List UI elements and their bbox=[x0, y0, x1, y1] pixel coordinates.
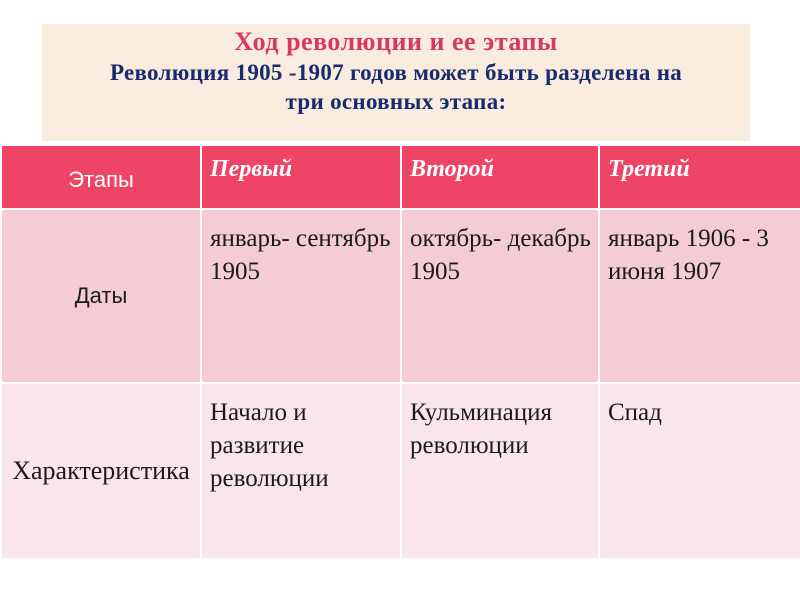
revolution-stages-table bbox=[0, 144, 800, 560]
cell-dates-first: январь- сентябрь 1905 bbox=[201, 209, 401, 383]
table-row-dates bbox=[1, 209, 800, 383]
row-label-dates: Даты bbox=[1, 209, 201, 383]
slide-subtitle: Революция 1905 -1907 годов может быть разделена на три основных этапа: bbox=[109, 60, 683, 114]
cell-dates-third: январь 1906 - 3 июня 1907 bbox=[599, 209, 800, 383]
cell-characteristic-third: Спад bbox=[599, 383, 800, 559]
cell-characteristic-second: Кульминация революции bbox=[401, 383, 599, 559]
slide-header bbox=[42, 24, 750, 141]
cell-dates-second: октябрь- декабрь 1905 bbox=[401, 209, 599, 383]
table-row-characteristic bbox=[1, 383, 800, 559]
column-header-first: Первый bbox=[201, 145, 401, 209]
slide-title: Ход революции и ее этапы bbox=[234, 27, 558, 56]
table-header-row bbox=[1, 145, 800, 209]
cell-characteristic-first: Начало и развитие революции bbox=[201, 383, 401, 559]
column-header-third: Третий bbox=[599, 145, 800, 209]
column-header-second: Второй bbox=[401, 145, 599, 209]
row-label-characteristic: Характеристика bbox=[1, 383, 201, 559]
column-header-stages: Этапы bbox=[1, 145, 201, 209]
